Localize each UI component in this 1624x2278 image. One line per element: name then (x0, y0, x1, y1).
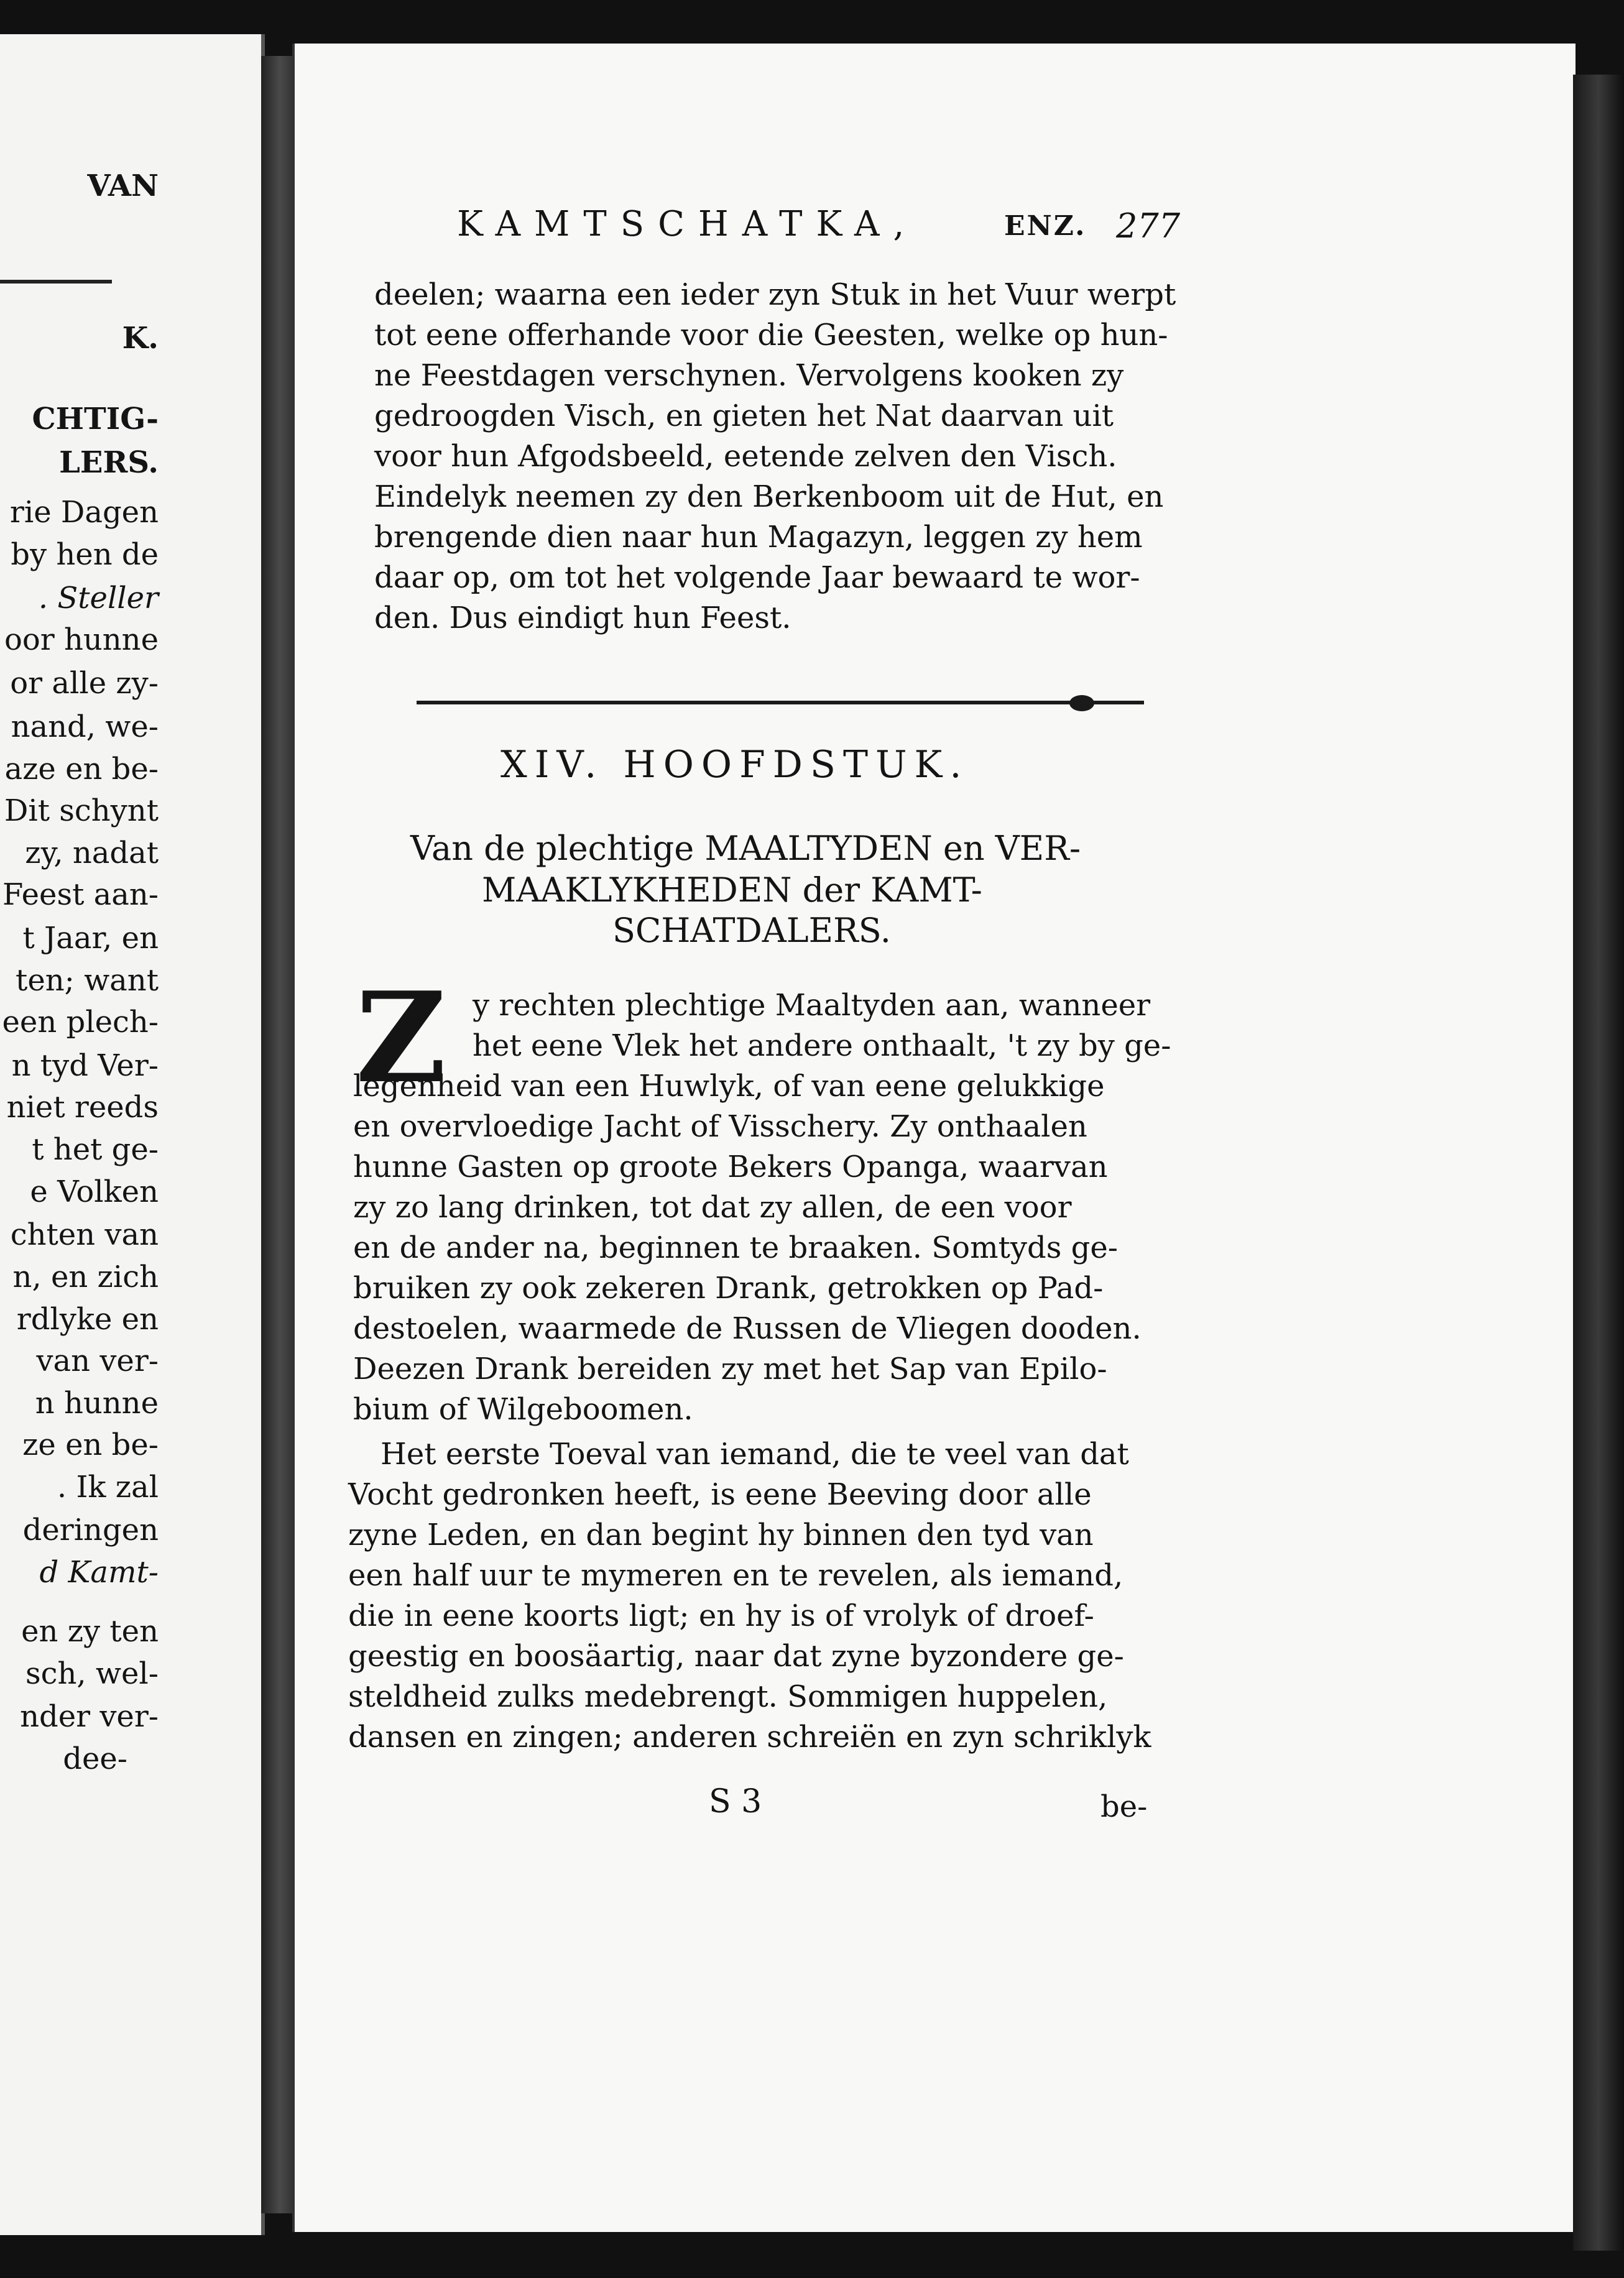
left-page-fragment: VAN (87, 168, 159, 203)
left-page-fragment: en zy ten (21, 1614, 159, 1649)
running-header (457, 204, 1181, 247)
text-line: bruiken zy ook zekeren Drank, getrokken op Pad- (353, 1271, 1104, 1306)
text-line: een half uur te mymeren en te revelen, als iemand, (348, 1558, 1123, 1593)
left-page-fragment: CHTIG- (32, 402, 159, 436)
left-page-fragment: d Kamt- (39, 1555, 159, 1590)
running-title: KAMTSCHATKA, (457, 204, 918, 244)
left-page-fragment: sch, wel- (25, 1656, 159, 1691)
left-page-fragment: rie Dagen (9, 495, 159, 530)
text-line: Deezen Drank bereiden zy met het Sap van Epilo- (353, 1352, 1107, 1386)
text-line: daar op, om tot het volgende Jaar bewaard te wor- (374, 560, 1140, 595)
page-edge (1573, 75, 1624, 2251)
text-line: en overvloedige Jacht of Visschery. Zy onthaalen (353, 1109, 1087, 1144)
text-line: y rechten plechtige Maaltyden aan, wanneer (473, 988, 1151, 1023)
text-line: het eene Vlek het andere onthaalt, 't zy by ge- (473, 1028, 1171, 1063)
left-page (0, 34, 265, 2235)
left-page-fragment: n, en zich (12, 1260, 159, 1294)
left-page-fragment: chten van (10, 1217, 159, 1252)
text-line: zy zo lang drinken, tot dat zy allen, de een voor (353, 1190, 1072, 1225)
left-page-fragment: Feest aan- (2, 877, 159, 912)
left-page-fragment: niet reeds (6, 1090, 159, 1125)
signature-mark: S 3 (709, 1783, 762, 1820)
left-page-fragment: e Volken (30, 1174, 159, 1209)
left-page-fragment: by hen de (11, 537, 159, 572)
text-line: bium of Wilgeboomen. (353, 1392, 693, 1427)
text-line: Vocht gedronken heeft, is eene Beeving door alle (348, 1477, 1092, 1512)
text-line: legenheid van een Huwlyk, of van eene gelukkige (353, 1069, 1105, 1104)
text-line: den. Dus eindigt hun Feest. (374, 601, 791, 635)
left-page-fragment: ze en be- (22, 1427, 159, 1462)
left-page-fragment: nder ver- (20, 1699, 159, 1734)
left-page-fragment: t Jaar, en (22, 921, 159, 956)
left-page-rule (0, 280, 112, 284)
heading-line: Van de plechtige MAALTYDEN en VER- (410, 829, 1081, 868)
left-page-fragment: K. (122, 321, 159, 356)
text-line: tot eene offerhande voor die Geesten, welke op hun- (374, 318, 1168, 353)
text-line: en de ander na, beginnen te braaken. Somtyds ge- (353, 1230, 1118, 1265)
running-title-enz: ENZ. (1004, 210, 1087, 242)
text-line: geestig en boosäartig, naar dat zyne byzondere ge- (348, 1639, 1124, 1674)
left-page-fragment: oor hunne (4, 622, 159, 657)
text-line: zyne Leden, en dan begint hy binnen den tyd van (348, 1518, 1094, 1552)
ink-blot (1069, 695, 1094, 711)
left-page-fragment: dee- (63, 1741, 127, 1776)
text-line: Het eerste Toeval van iemand, die te veel van dat (381, 1437, 1129, 1472)
left-page-fragment: een plech- (2, 1005, 159, 1040)
heading-line: SCHATDALERS. (612, 911, 891, 950)
left-page-fragment: or alle zy- (10, 666, 159, 701)
left-page-fragment: Dit schynt (4, 793, 159, 828)
left-page-fragment: aze en be- (4, 752, 159, 786)
left-page-fragment: LERS. (59, 445, 159, 480)
left-page-fragment: zy, nadat (25, 836, 159, 870)
left-page-fragment: . Steller (38, 581, 159, 616)
left-page-fragment: n tyd Ver- (11, 1048, 159, 1083)
text-line: deelen; waarna een ieder zyn Stuk in het Vuur werpt (374, 277, 1176, 312)
left-page-fragment: ten; want (16, 963, 159, 998)
text-line: Eindelyk neemen zy den Berkenboom uit de Hut, en (374, 479, 1164, 514)
chapter-title: XIV. HOOFDSTUK. (501, 743, 969, 786)
text-line: hunne Gasten op groote Bekers Opanga, waarvan (353, 1150, 1108, 1184)
text-line: destoelen, waarmede de Russen de Vliegen dooden. (353, 1311, 1142, 1346)
heading-line: MAAKLYKHEDEN der KAMT- (482, 870, 982, 910)
text-line: brengende dien naar hun Magazyn, leggen zy hem (374, 520, 1143, 555)
left-page-fragment: rdlyke en (16, 1302, 159, 1337)
page-number: 277 (1116, 206, 1181, 246)
left-page-fragment: n hunne (35, 1386, 159, 1421)
text-line: steldheid zulks medebrengt. Sommigen huppelen, (348, 1679, 1108, 1714)
text-line: ne Feestdagen verschynen. Vervolgens kooken zy (374, 358, 1124, 393)
left-page-fragment: t het ge- (32, 1132, 159, 1167)
catchword: be- (1100, 1789, 1148, 1824)
left-page-fragment: van ver- (36, 1344, 159, 1378)
drop-cap: Z (356, 965, 446, 1111)
text-line: gedroogden Visch, en gieten het Nat daarvan uit (374, 399, 1114, 433)
left-page-fragment: deringen (22, 1513, 159, 1547)
left-page-fragment: . Ik zal (57, 1470, 159, 1505)
text-line: die in eene koorts ligt; en hy is of vrolyk of droef- (348, 1598, 1094, 1633)
section-rule (417, 701, 1144, 704)
left-page-fragment: nand, we- (11, 709, 159, 744)
text-line: dansen en zingen; anderen schreiën en zyn schriklyk (348, 1720, 1151, 1755)
text-line: voor hun Afgodsbeeld, eetende zelven den Visch. (374, 439, 1117, 474)
